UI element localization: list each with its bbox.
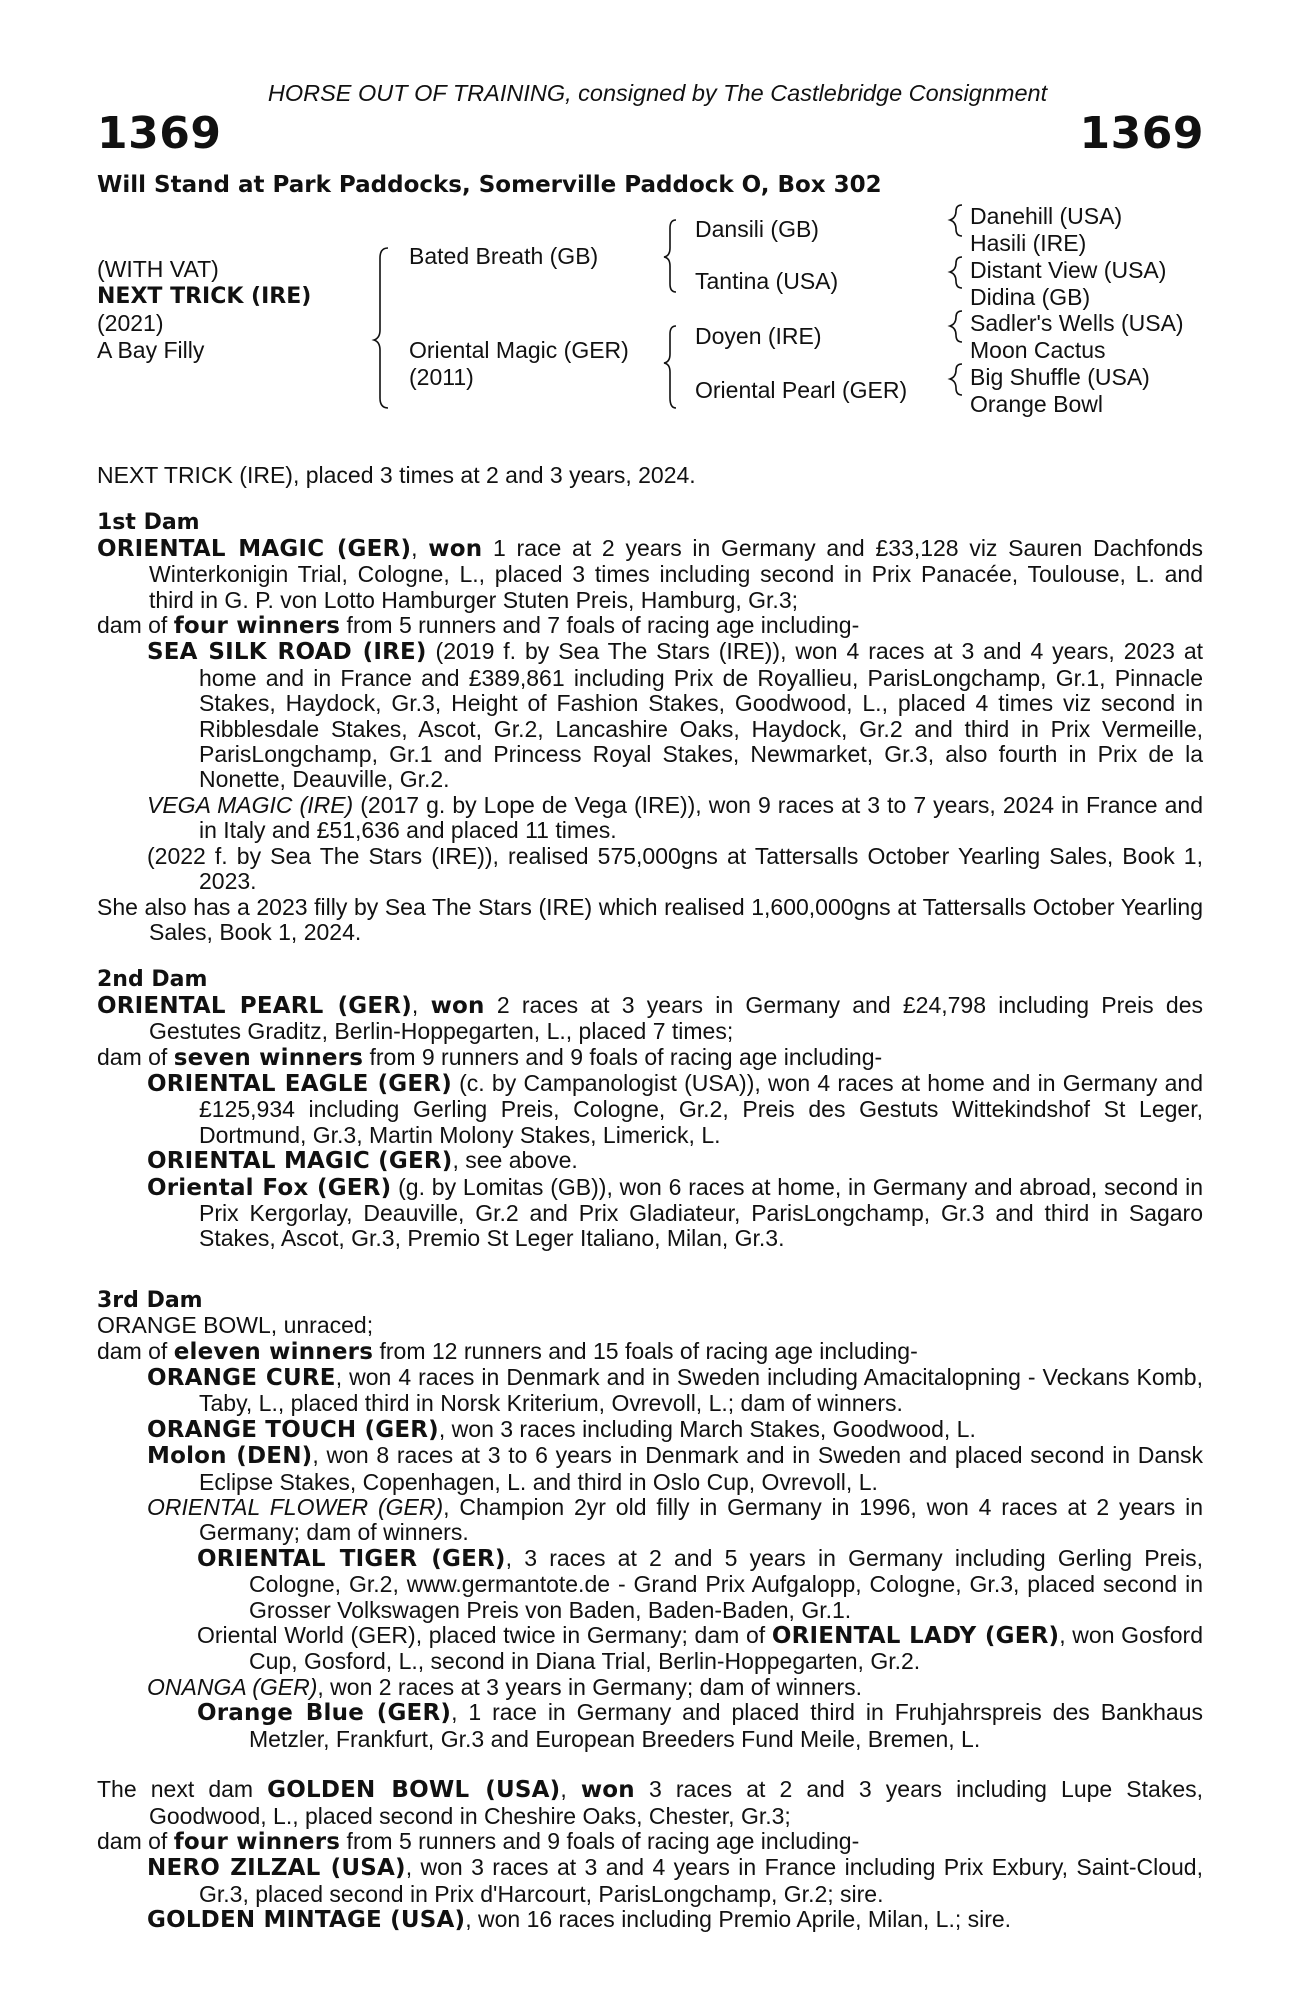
runners-text: from 9 runners and 9 foals of racing age including- [363,1043,883,1070]
dam-year: (2011) [409,364,474,390]
first-dam-record: ORIENTAL MAGIC (GER), won 1 race at 2 years in Germany and £33,128 viz Sauren Dachfonds Winterkonigin Trial, Cologne, L., placed 3 times including second in Prix Panacée, Toulouse, L. and third in G. P. von Lotto Hamburger Stuten Preis, Hamburg, Gr.3; [97,534,1203,613]
first-dam-heading: 1st Dam [97,510,200,536]
third-dam-intro: ORANGE BOWL, unraced; [97,1312,374,1339]
lot-number-right: 1369 [1079,108,1204,159]
foal-text: , 3 races at 2 and 5 years in Germany including Gerling Preis, Cologne, Gr.2, www.germantote.de - Grand Prix Aufgalopp, Cologne, Gr.3, placed second in Grosser Volkswagen Preis von Baden, Baden-Baden, Gr.1. [249,1544,1203,1623]
ancestor-3: Distant View (USA) [970,257,1167,283]
first-dam-name: ORIENTAL MAGIC (GER) [97,535,412,562]
dam-dam: Oriental Pearl (GER) [695,377,908,403]
foal-text: , won 8 races at 3 to 6 years in Denmark and in Sweden and placed second in Dansk Eclipse Stakes, Copenhagen, L. and third in Oslo Cup, Ovrevoll, L. [199,1442,1203,1495]
race-summary: NEXT TRICK (IRE), placed 3 times at 2 and 3 years, 2024. [97,462,696,488]
ancestor-6: Moon Cactus [970,337,1106,363]
ancestor-5: Sadler's Wells (USA) [970,310,1184,336]
stand-location: Will Stand at Park Paddocks, Somerville Paddock O, Box 302 [97,172,882,198]
foal-name: GOLDEN MINTAGE (USA) [147,1907,466,1934]
ancestor-1: Danehill (USA) [970,203,1123,229]
second-dam-foal-1 [97,1071,1203,1148]
third-dam-foal-2 [97,1417,1203,1443]
foal-text: (2019 f. by Sea The Stars (IRE)), won 4 races at 3 and 4 years, 2023 at home and in France and £389,861 including Prix de Royallieu, ParisLongchamp, Gr.1, Pinnacle Stakes, Haydock, Gr.3, Height of Fashion Stakes, Goodwood, L., placed 4 times viz second in Ribblesdale Stakes, Ascot, Gr.2, Lancashire Oaks, Haydock, Gr.2 and third in Prix Vermeille, ParisLongchamp, Gr.1 and Princess Royal Stakes, Newmarket, Gr.3, also fourth in Prix de la Nonette, Deauville, Gr.2. [199,638,1203,793]
second-dam-produce [97,1045,1203,1071]
ancestor-8: Orange Bowl [970,391,1103,417]
won-label: won [428,535,483,562]
winners-count: eleven winners [173,1338,374,1365]
second-dam-foal-3 [97,1175,1203,1252]
foal-text: , Champion 2yr old filly in Germany in 1996, won 4 races at 2 years in Germany; dam of winners. [199,1494,1203,1546]
foal-text: (2017 g. by Lope de Vega (IRE)), won 9 races at 3 to 7 years, 2024 in France and in Italy and £51,636 and placed 11 times. [199,791,1204,844]
lot-number-left: 1369 [97,108,222,159]
dam: Oriental Magic (GER) [409,337,629,363]
runners-text: from 5 runners and 9 foals of racing age including- [340,1827,860,1854]
foal-text: , won Gosford Cup, Gosford, L., second in Diana Trial, Berlin-Hoppegarten, Gr.2. [249,1622,1203,1675]
third-dam-foal-3 [97,1443,1203,1495]
third-dam-foal-1 [97,1365,1203,1417]
foal-name: Oriental Fox (GER) [147,1174,392,1201]
first-dam-foal-1 [97,639,1203,792]
dam-of-text: dam of [97,612,174,639]
second-dam-heading: 2nd Dam [97,967,208,993]
foal-name: ORANGE TOUCH (GER) [147,1416,439,1443]
consignment-line: HORSE OUT OF TRAINING, consigned by The Castlebridge Consignment [267,80,1048,106]
horse-name: NEXT TRICK (IRE) [97,284,312,309]
next-dam-name: GOLDEN BOWL (USA) [267,1777,561,1804]
dam-sire: Doyen (IRE) [695,323,822,349]
next-dam-foal-1 [97,1855,1203,1907]
second-dam-foal-2 [97,1148,1203,1174]
foal-name: NERO ZILZAL (USA) [147,1855,406,1882]
third-dam-heading: 3rd Dam [97,1287,203,1313]
foal-name: ONANGA (GER) [147,1673,318,1700]
ancestor-7: Big Shuffle (USA) [970,364,1150,390]
foal-text: , see above. [452,1147,578,1174]
foal-name: ORIENTAL EAGLE (GER) [147,1070,452,1097]
foal-name: VEGA MAGIC (IRE) [147,791,354,818]
foal-text: (g. by Lomitas (GB)), won 6 races at home, in Germany and abroad, second in Prix Kergorlay, Deauville, Gr.2 and Prix Gladiateur, ParisLongchamp, Gr.3 and third in Sagaro Stakes, Ascot, Gr.3, Premio St Leger Italiano, Milan, Gr.3. [199,1173,1203,1252]
horse-description: A Bay Filly [97,337,205,363]
foal-name: ORIENTAL MAGIC (GER) [147,1148,453,1175]
foal-name: ORIENTAL FLOWER (GER) [147,1494,444,1521]
foal-text: , 1 race in Germany and placed third in Fruhjahrspreis des Bankhaus Metzler, Frankfurt, Gr.3 and European Breeders Fund Meile, Bremen, L. [249,1699,1203,1752]
won-label: won [580,1777,635,1804]
foal-text: , won 3 races at 3 and 4 years in France including Prix Exbury, Saint-Cloud, Gr.3, placed second in Prix d'Harcourt, ParisLongchamp, Gr.2; sire. [199,1854,1203,1907]
horse-year: (2021) [97,310,164,336]
first-dam-note: She also has a 2023 filly by Sea The Stars (IRE) which realised 1,600,000gns at Tattersalls October Yearling Sales, Book 1, 2024. [97,893,1203,945]
third-dam-grandfoal-3 [97,1700,1203,1752]
foal-name: SEA SILK ROAD (IRE) [147,639,427,666]
winners-count: seven winners [173,1044,364,1071]
sire-dam: Tantina (USA) [695,268,839,294]
dam-of-text: dam of [97,1043,174,1070]
next-dam-record: The next dam GOLDEN BOWL (USA), won 3 races at 2 and 3 years including Lupe Stakes, Goodwood, L., placed second in Cheshire Oaks, Chester, Gr.3; [97,1776,1203,1829]
ancestor-2: Hasili (IRE) [970,230,1087,256]
foal-text: , won 3 races including March Stakes, Goodwood, L. [438,1415,976,1442]
next-dam-foal-2 [97,1907,1203,1933]
catalogue-body [97,463,1203,1934]
dam-of-text: dam of [97,1337,174,1364]
dam-of-text: dam of [97,1827,174,1854]
second-dam-name: ORIENTAL PEARL (GER) [97,992,412,1019]
second-dam-record: ORIENTAL PEARL (GER), won 2 races at 3 years in Germany and £24,798 including Preis des Gestutes Graditz, Berlin-Hoppegarten, L., placed 7 times; [97,991,1204,1045]
next-dam-label: The next dam [97,1776,268,1803]
third-dam-grandfoal-2 [97,1623,1203,1675]
first-dam-foal-2 [97,793,1203,844]
third-dam-foal-4 [97,1495,1203,1546]
foal-text: , won 16 races including Premio Aprile, Milan, L.; sire. [465,1906,1012,1933]
third-dam-grandfoal-1 [97,1546,1203,1623]
third-dam-foal-5 [97,1675,1203,1700]
foal-text: , won 4 races in Denmark and in Sweden including Amacitalopning - Veckans Komb, Taby, L., placed third in Norsk Kriterium, Ovrevoll, L.; dam of winners. [199,1364,1203,1417]
sire-sire: Dansili (GB) [695,216,819,242]
winners-count: four winners [173,1828,341,1855]
foal-name: Orange Blue (GER) [197,1700,452,1727]
next-dam-record-text: 3 races at 2 and 3 years including Lupe Stakes, Goodwood, L., placed second in Cheshire Oaks, Chester, Gr.3; [149,1776,1203,1829]
foal-text: , won 2 races at 3 years in Germany; dam of winners. [317,1673,862,1700]
first-dam-record-text: 1 race at 2 years in Germany and £33,128 viz Sauren Dachfonds Winterkonigin Trial, Cologne, L., placed 3 times including second in Prix Panacée, Toulouse, L. and third in G. P. von Lotto Hamburger Stuten Preis, Hamburg, Gr.3; [149,534,1203,613]
won-label: won [430,992,485,1019]
foal-name: ORIENTAL TIGER (GER) [197,1545,506,1572]
runners-text: from 12 runners and 15 foals of racing age including- [373,1337,918,1364]
foal-text: Oriental World (GER), placed twice in Germany; dam of [197,1622,772,1649]
foal-name: Molon (DEN) [147,1443,313,1470]
foal-name: ORANGE CURE [147,1365,336,1391]
winners-count: four winners [173,613,341,640]
foal-name: ORIENTAL LADY (GER) [771,1623,1060,1650]
next-dam-produce [97,1829,1203,1855]
first-dam-foal-3: (2022 f. by Sea The Stars (IRE)), realised 575,000gns at Tattersalls October Yearling Sales, Book 1, 2023. [147,842,1203,895]
third-dam-produce [97,1339,1203,1365]
sire: Bated Breath (GB) [409,243,599,269]
ancestor-4: Didina (GB) [970,284,1091,310]
second-dam-record-text: 2 races at 3 years in Germany and £24,798 including Preis des Gestutes Graditz, Berlin-Hoppegarten, L., placed 7 times; [149,991,1204,1045]
runners-text: from 5 runners and 7 foals of racing age including- [340,612,860,639]
vat-note: (WITH VAT) [97,256,219,282]
foal-text: (c. by Campanologist (USA)), won 4 races at home and in Germany and £125,934 including Gerling Preis, Cologne, Gr.2, Preis des Gestuts Wittekindshof St Leger, Dortmund, Gr.3, Martin Molony Stakes, Limerick, L. [199,1069,1203,1148]
first-dam-produce [97,613,1203,639]
